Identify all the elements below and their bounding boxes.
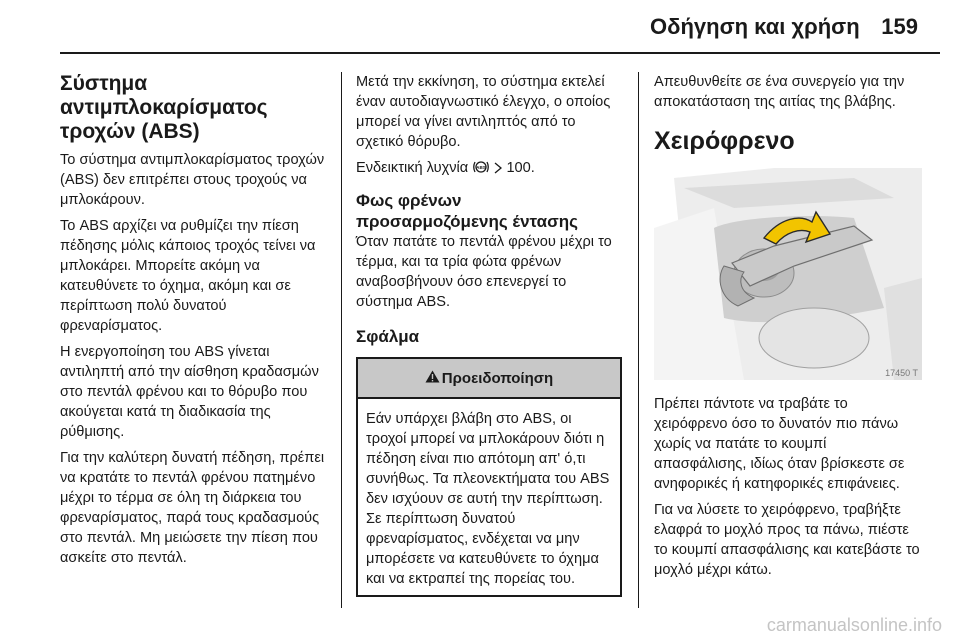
page-reference-arrow-icon xyxy=(494,160,502,180)
handbrake-paragraph: Για να λύσετε το χειρόφρενο, τραβήξτε ελαφρά το μοχλό προς τα πάνω, πιέστε το κουμπί απασφάλισης και κατεβάστε το μοχλό μέχρι κάτω. xyxy=(654,502,920,578)
header-divider xyxy=(60,52,940,54)
abs-paragraph: Το σύστημα αντιμπλοκαρίσματος τροχών (ABS) δεν επιτρέπει στους τροχούς να μπλοκάρουν. xyxy=(60,152,325,208)
handbrake-illustration xyxy=(654,168,922,380)
abs-paragraph: Το ABS αρχίζει να ρυθμίζει την πίεση πέδησης μόλις κάποιος τροχός τείνει να μπλοκάρει. Μπορείτε ακόμη να κατευθύνετε το όχημα, ακόμη και σε περίπτωση πολύ δυνατού φρεναρίσματος. xyxy=(60,218,316,334)
abs-heading-line-2: αντιμπλοκαρίσματος xyxy=(60,96,268,119)
warning-triangle-icon xyxy=(425,367,440,391)
adaptive-brake-heading-line-1: Φως φρένων xyxy=(356,191,462,210)
abs-heading xyxy=(60,72,326,144)
middle-column xyxy=(356,72,622,597)
adaptive-brake-light-heading xyxy=(356,190,622,232)
watermark: carmanualsonline.info xyxy=(766,615,942,635)
warning-body xyxy=(358,399,620,595)
left-column xyxy=(60,72,326,574)
indicator-page-ref: 100. xyxy=(506,160,535,176)
adaptive-brake-paragraph: Όταν πατάτε το πεντάλ φρένου μέχρι το τέρμα, και τα τρία φώτα φρένων αναβοσβήνουν όσο επενεργεί το σύστημα ABS. xyxy=(356,234,612,310)
abs-heading-line-3: τροχών (ABS) xyxy=(60,120,200,143)
self-check-paragraph: Μετά την εκκίνηση, το σύστημα εκτελεί έναν αυτοδιαγνωστικό έλεγχο, ο οποίος μπορεί να γίνει αντιληπτός από το σχετικό θόρυβο. xyxy=(356,74,611,150)
image-code: 17450 T xyxy=(885,368,918,378)
abs-paragraph: Για την καλύτερη δυνατή πέδηση, πρέπει να κρατάτε το πεντάλ φρένου πατημένο μέχρι το τέρμα σε όλη τη διάρκεια του φρεναρίσματος, παρά τους κραδασμούς στο πεντάλ. Μη μειώσετε την πίεση που ασκείτε στο πεντάλ. xyxy=(60,450,325,566)
warning-header xyxy=(358,359,620,399)
abs-paragraph: Η ενεργοποίηση του ABS γίνεται αντιληπτή από την αίσθηση κραδασμών στο πεντάλ φρένου και το θόρυβο που ακούγεται κατά τη διαδικασία της ρύθμισης. xyxy=(60,344,319,440)
page-header-title: Οδήγηση και χρήση xyxy=(650,14,860,39)
page-number: 159 xyxy=(881,14,918,39)
column-divider-left xyxy=(341,72,342,608)
adaptive-brake-heading-line-2: προσαρμοζόμενης έντασης xyxy=(356,212,578,231)
abs-warning-lamp-icon xyxy=(472,160,490,180)
indicator-label: Ενδεικτική λυχνία xyxy=(356,160,469,176)
handbrake-paragraph: Πρέπει πάντοτε να τραβάτε το χειρόφρενο όσο το δυνατόν πιο πάνω χωρίς να πατάτε το κουμπί απασφάλισης, ιδίως όταν βρίσκεστε σε ανηφορικές ή κατηφορικές επιφάνειες. xyxy=(654,396,905,492)
handbrake-drawing xyxy=(654,168,922,380)
column-divider-right xyxy=(638,72,639,608)
abs-heading-line-1: Σύστημα xyxy=(60,72,148,95)
warning-text: Εάν υπάρχει βλάβη στο ABS, οι τροχοί μπορεί να μπλοκάρουν διότι η πέδηση είναι πιο απότομη απ' ό,τι συνήθως. Τα πλεονεκτήματα του ABS δεν ισχύουν σε αυτή την περίπτωση. Σε περίπτωση δυνατού φρεναρίσματος, ενδέχεται να μην μπορέσετε να κατευθύνετε το όχημα και να εκτραπεί της πορείας του. xyxy=(366,411,610,587)
warning-box xyxy=(356,357,622,597)
indicator-reference xyxy=(356,158,622,180)
handbrake-heading: Χειρόφρενο xyxy=(654,127,795,155)
warning-title: Προειδοποίηση xyxy=(441,370,554,387)
right-column xyxy=(654,72,922,586)
svg-text:ABS: ABS xyxy=(476,165,487,170)
workshop-paragraph: Απευθυνθείτε σε ένα συνεργείο για την αποκατάσταση της αιτίας της βλάβης. xyxy=(654,74,905,110)
fault-heading: Σφάλμα xyxy=(356,327,420,346)
